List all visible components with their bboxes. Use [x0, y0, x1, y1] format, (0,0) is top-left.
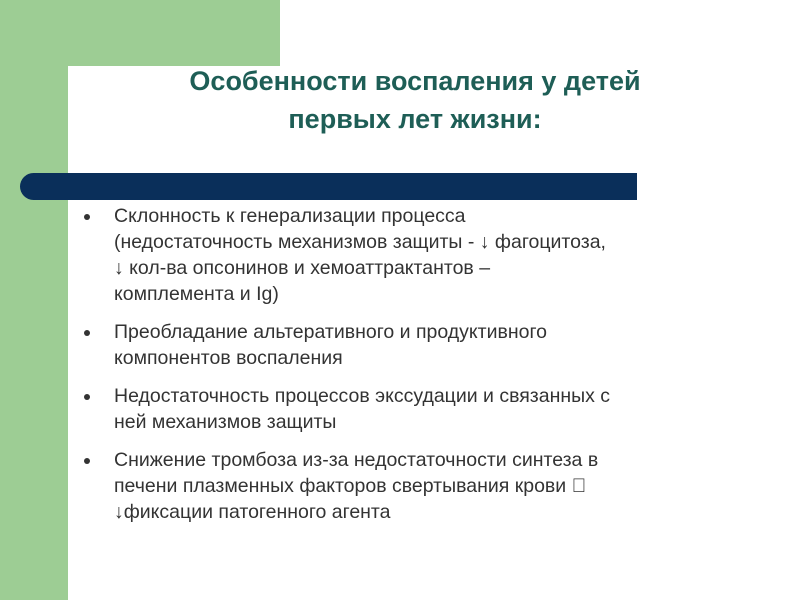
bullet-text: [114, 383, 762, 435]
bullet-line: печени плазменных факторов свертывания крови: [114, 475, 567, 497]
bullet-text: [114, 203, 762, 307]
slide-title-line: первых лет жизни:: [288, 104, 542, 134]
bullet-line: компонентов воспаления: [114, 347, 343, 369]
bullet-line: ней механизмов защиты: [114, 411, 337, 433]
bullet-line: Преобладание альтеративного и продуктивного: [114, 321, 547, 343]
bullet-item: [82, 447, 762, 525]
bullet-text: [114, 319, 762, 371]
green-accent-top: [0, 0, 280, 66]
bullet-text: [114, 447, 762, 525]
bullet-item: [82, 319, 762, 371]
bullet-item: [82, 203, 762, 307]
bullet-dot-icon: [84, 330, 90, 336]
bullet-list: [82, 203, 762, 537]
slide-title: [90, 62, 740, 138]
bullet-dot-icon: [84, 458, 90, 464]
bullet-dot-icon: [84, 394, 90, 400]
green-accent-left: [0, 0, 68, 600]
bullet-line: комплемента и Ig): [114, 283, 279, 305]
bullet-dot-icon: [84, 214, 90, 220]
title-underline-bar: [20, 173, 637, 200]
bullet-line: Склонность к генерализации процесса: [114, 205, 466, 227]
bullet-line: ↓фиксации патогенного агента: [114, 501, 391, 523]
bullet-item: [82, 383, 762, 435]
bullet-line: Снижение тромбоза из-за недостаточности синтеза в: [114, 449, 599, 471]
bullet-line: ↓ кол-ва опсонинов и хемоаттрактантов –: [114, 257, 491, 279]
bullet-line: (недостаточность механизмов защиты - ↓ фагоцитоза,: [114, 231, 606, 253]
slide-title-line: Особенности воспаления у детей: [189, 66, 641, 96]
bullet-line: Недостаточность процессов экссудации и связанных с: [114, 385, 611, 407]
